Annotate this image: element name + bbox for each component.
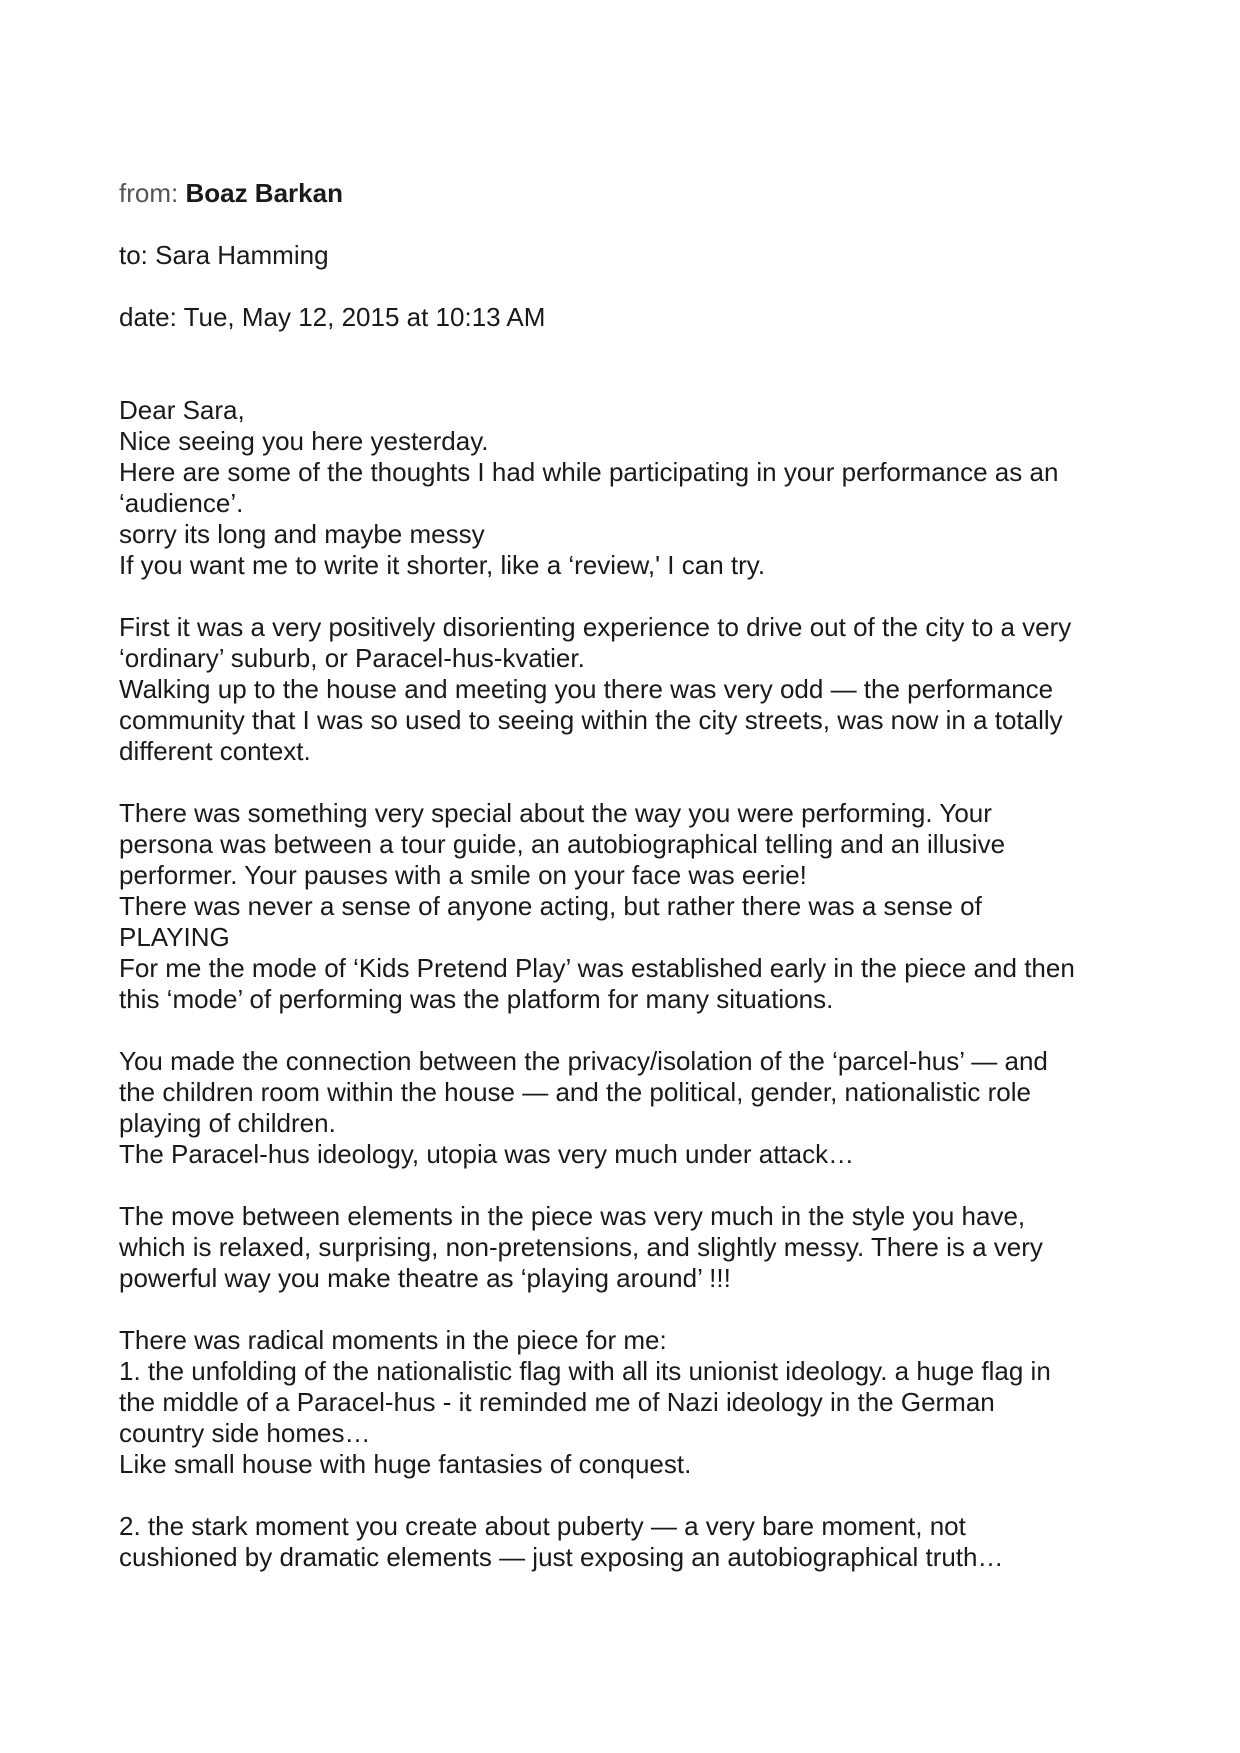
body-line: Like small house with huge fantasies of conquest. xyxy=(119,1449,692,1479)
body-line: First it was a very positively disorienting experience to drive out of the city to a very xyxy=(119,612,1072,642)
email-body xyxy=(119,395,1139,1573)
body-line: If you want me to write it shorter, like a ‘review,' I can try. xyxy=(119,550,766,580)
body-line: There was something very special about the way you were performing. Your xyxy=(119,798,992,828)
body-line: ‘ordinary’ suburb, or Paracel-hus-kvatier. xyxy=(119,643,585,673)
body-line: sorry its long and maybe messy xyxy=(119,519,485,549)
body-line: Nice seeing you here yesterday. xyxy=(119,426,489,456)
body-line: this ‘mode’ of performing was the platform for many situations. xyxy=(119,984,834,1014)
sender-name: Boaz Barkan xyxy=(185,178,343,208)
body-line: PLAYING xyxy=(119,922,230,952)
body-paragraph xyxy=(119,395,1139,581)
body-line: performer. Your pauses with a smile on your face was eerie! xyxy=(119,860,807,890)
body-line: There was radical moments in the piece for me: xyxy=(119,1325,667,1355)
body-line: persona was between a tour guide, an autobiographical telling and an illusive xyxy=(119,829,1006,859)
body-line: playing of children. xyxy=(119,1108,336,1138)
body-line: Dear Sara, xyxy=(119,395,245,425)
body-paragraph xyxy=(119,612,1139,767)
body-line: powerful way you make theatre as ‘playing around’ !!! xyxy=(119,1263,731,1293)
body-line: cushioned by dramatic elements — just exposing an autobiographical truth… xyxy=(119,1542,1004,1572)
body-line: the middle of a Paracel-hus - it reminded me of Nazi ideology in the German xyxy=(119,1387,995,1417)
body-paragraph xyxy=(119,1201,1139,1294)
body-line: different context. xyxy=(119,736,311,766)
body-line: For me the mode of ‘Kids Pretend Play’ was established early in the piece and then xyxy=(119,953,1075,983)
email-document xyxy=(119,178,1139,1604)
body-line: community that I was so used to seeing within the city streets, was now in a totally xyxy=(119,705,1063,735)
body-line: 2. the stark moment you create about puberty — a very bare moment, not xyxy=(119,1511,966,1541)
body-line: The move between elements in the piece was very much in the style you have, xyxy=(119,1201,1026,1231)
body-paragraph xyxy=(119,1046,1139,1170)
body-paragraph xyxy=(119,1325,1139,1480)
body-line: ‘audience’. xyxy=(119,488,244,518)
body-line: There was never a sense of anyone acting, but rather there was a sense of xyxy=(119,891,982,921)
body-paragraph xyxy=(119,1511,1139,1573)
from-line xyxy=(119,178,1139,209)
body-line: The Paracel-hus ideology, utopia was very much under attack… xyxy=(119,1139,855,1169)
body-line: country side homes… xyxy=(119,1418,371,1448)
body-line: 1. the unfolding of the nationalistic flag with all its unionist ideology. a huge flag in xyxy=(119,1356,1051,1386)
date-line: date: Tue, May 12, 2015 at 10:13 AM xyxy=(119,302,546,332)
from-label: from: xyxy=(119,178,179,208)
body-line: Walking up to the house and meeting you there was very odd — the performance xyxy=(119,674,1054,704)
body-line: You made the connection between the privacy/isolation of the ‘parcel-hus’ — and xyxy=(119,1046,1048,1076)
body-line: which is relaxed, surprising, non-pretensions, and slightly messy. There is a very xyxy=(119,1232,1043,1262)
body-paragraph xyxy=(119,798,1139,1015)
body-line: Here are some of the thoughts I had while participating in your performance as an xyxy=(119,457,1059,487)
body-line: the children room within the house — and the political, gender, nationalistic role xyxy=(119,1077,1031,1107)
to-line: to: Sara Hamming xyxy=(119,240,329,270)
